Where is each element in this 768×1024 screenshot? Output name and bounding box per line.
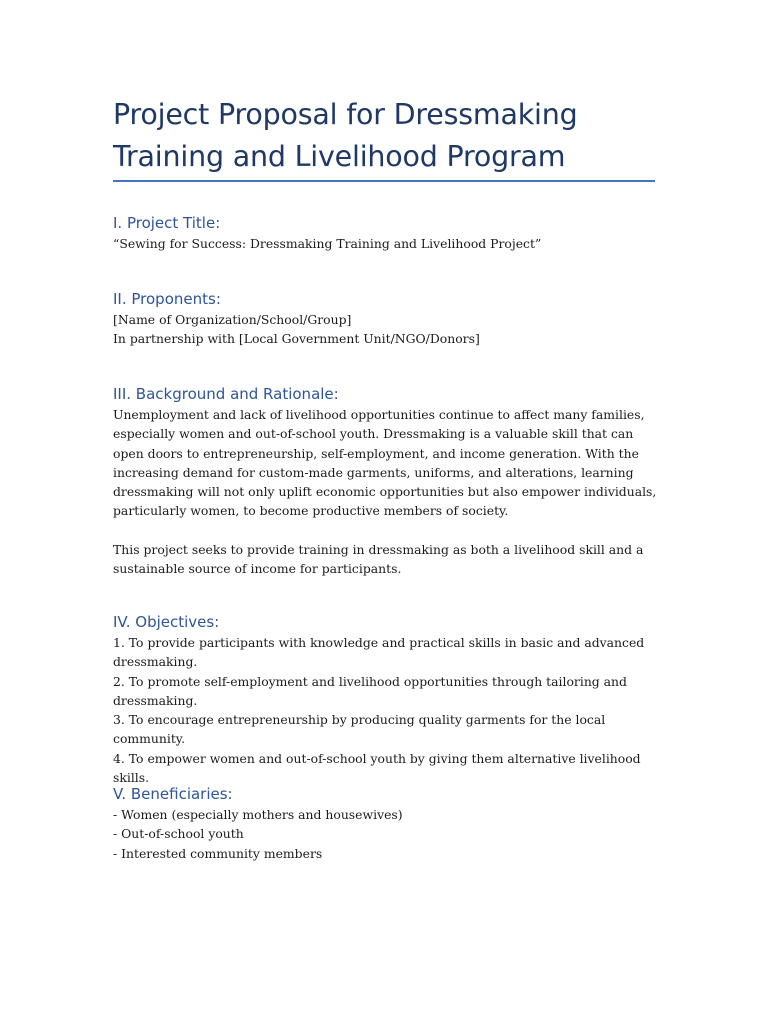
section-heading-project-title: I. Project Title: [113, 214, 221, 232]
section-heading-beneficiaries: V. Beneficiaries: [113, 785, 233, 803]
project-title-text: “Sewing for Success: Dressmaking Training and Livelihood Project” [113, 236, 542, 251]
objective-item: 1. To provide participants with knowledge and practical skills in basic and advanced dressmaking. [113, 635, 645, 670]
beneficiary-item: - Out-of-school youth [113, 826, 244, 842]
proponents-line: In partnership with [Local Government Unit/NGO/Donors] [113, 331, 480, 347]
section-heading-proponents: II. Proponents: [113, 290, 221, 308]
section-objectives [113, 611, 658, 787]
objective-item: 2. To promote self-employment and livelihood opportunities through tailoring and dressmaking. [113, 673, 627, 708]
section-project-title [113, 212, 658, 253]
objectives-list [113, 633, 658, 787]
section-proponents [113, 288, 658, 349]
section-heading-background: III. Background and Rationale: [113, 385, 339, 403]
section-heading-objectives: IV. Objectives: [113, 613, 220, 631]
beneficiaries-list [113, 805, 658, 863]
document-title: Project Proposal for Dressmaking Training and Livelihood Program [113, 98, 578, 173]
objective-item: 3. To encourage entrepreneurship by producing quality garments for the local community. [113, 712, 606, 747]
proponents-line: [Name of Organization/School/Group] [113, 312, 352, 327]
background-paragraph: This project seeks to provide training in dressmaking as both a livelihood skill and a sustainable source of income for participants. [113, 541, 644, 577]
section-background [113, 383, 658, 578]
objective-item: 4. To empower women and out-of-school youth by giving them alternative livelihood skills. [113, 750, 641, 786]
title-underline-rule [113, 180, 655, 182]
section-beneficiaries [113, 783, 658, 863]
beneficiary-item: - Women (especially mothers and housewives) [113, 807, 403, 822]
background-paragraph: Unemployment and lack of livelihood opportunities continue to affect many families, especially women and out-of-school youth. Dressmaking is a valuable skill that can open doors to entrepreneurship, self-employment, and income generation. With the increasing demand for custom-made garments, uniforms, and alterations, learning dressmaking will not only uplift economic opportunities but also empower individuals, particularly women, to become productive members of society. [113, 407, 657, 519]
beneficiary-item: - Interested community members [113, 845, 323, 861]
